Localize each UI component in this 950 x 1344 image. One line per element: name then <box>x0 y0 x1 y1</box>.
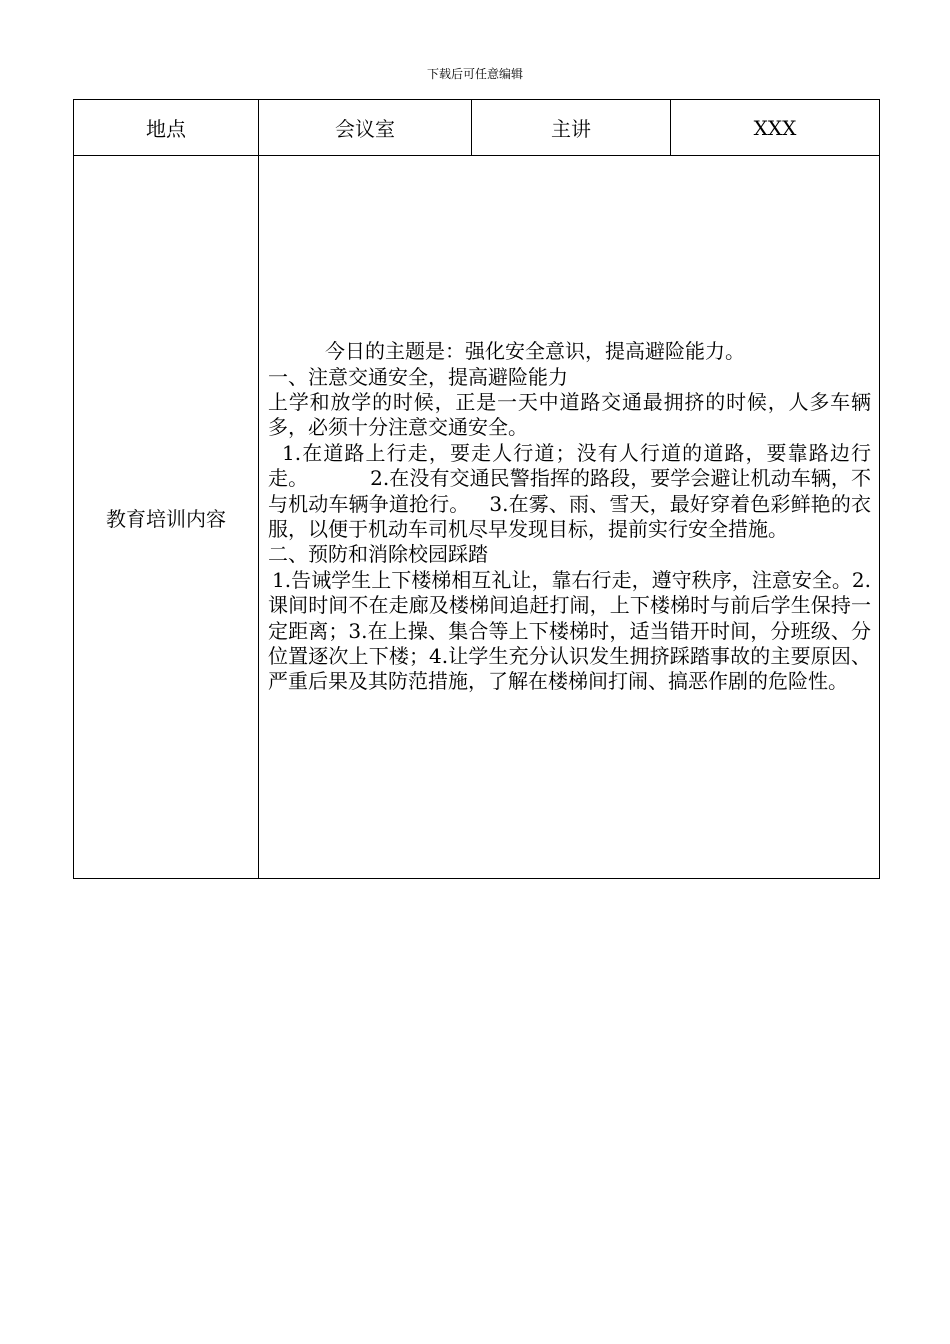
section2-title: 二、预防和消除校园踩踏 <box>268 542 488 567</box>
page-header-note: 下载后可任意编辑 <box>426 67 523 81</box>
training-record-table <box>73 99 880 879</box>
section1-item2: 2.在没有交通民警指挥的路段，要学会避让机动车辆，不与机动车辆争道抢行。 <box>268 466 871 516</box>
speaker-value: XXX <box>671 100 880 156</box>
section2-body: 1.告诫学生上下楼梯相互礼让，靠右行走，遵守秩序，注意安全。2.课间时间不在走廊及楼梯间追赶打闹，上下楼梯时与前后学生保持一定距离；3.在上操、集合等上下楼梯时，适当错开时间，分班级、分位置逐次上下楼；4.让学生充分认识发生拥挤踩踏事故的主要原因、严重后果及其防范措施，了解在楼梯间打闹、搞恶作剧的危险性。 <box>268 567 871 694</box>
location-value: 会议室 <box>259 100 472 156</box>
training-content <box>259 339 879 695</box>
content-label: 教育培训内容 <box>74 156 259 879</box>
section1-item3: 3.在雾、雨、雪天，最好穿着色彩鲜艳的衣服，以便于机动车司机尽早发现目标，提前实行安全措施。 <box>268 491 871 541</box>
table-row-location <box>74 100 880 156</box>
section1-intro: 上学和放学的时候，正是一天中道路交通最拥挤的时候，人多车辆多，必须十分注意交通安全。 <box>268 389 871 440</box>
section1-items <box>268 441 871 543</box>
section1-title: 一、注意交通安全，提高避险能力 <box>268 364 568 389</box>
location-label: 地点 <box>74 100 259 156</box>
section1-item1: 1.在道路上行走，要走人行道；没有人行道的道路，要靠路边行走。 <box>268 440 871 491</box>
topic-line: 今日的主题是：强化安全意识，提高避险能力。 <box>325 339 745 364</box>
table-row-content <box>74 156 880 879</box>
content-cell <box>259 156 880 879</box>
speaker-label: 主讲 <box>472 100 671 156</box>
